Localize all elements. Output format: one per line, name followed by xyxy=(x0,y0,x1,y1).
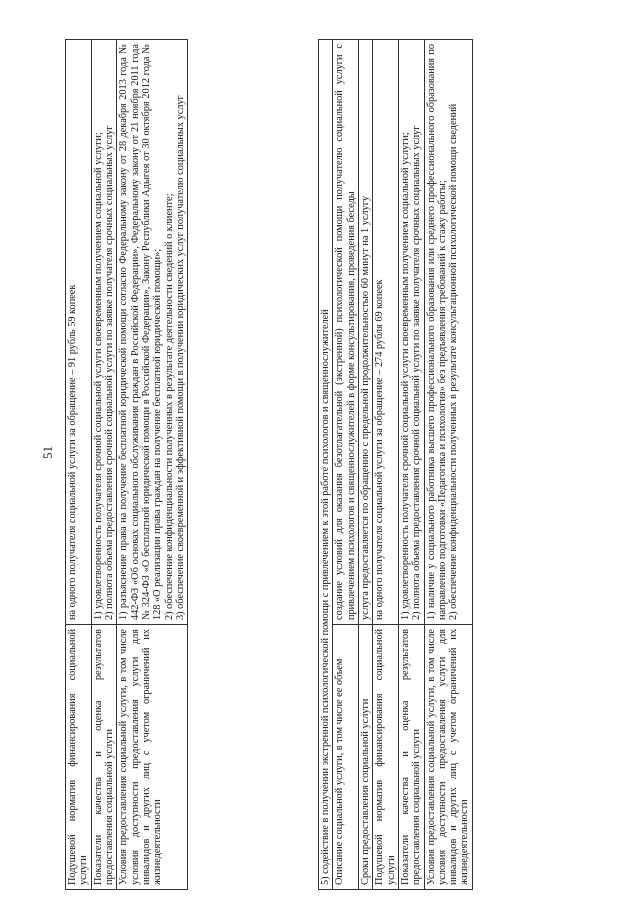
value-line: 3) обеспечение своевременной и эффективной помощи в получении юридических услуг получателю социальных услуг xyxy=(174,95,186,620)
value-line: 1) наличие у социального работника высшего профессионального образования или среднего профессионального образования по направлению подготовки «Педагогика и психология» без предъявления требований к стажу работы; xyxy=(425,43,448,620)
value-line: на одного получателя социальной услуги за обращение – 274 рубля 69 копеек xyxy=(374,279,386,620)
row-label: Условия предоставления социальной услуги, в том числе условия доступности предоставления услуги для инвалидов и других лиц с учетом ограничений их жизнедеятельности xyxy=(424,625,472,890)
table-row xyxy=(91,40,117,890)
row-label: Описание социальной услуги, в том числе ее объем xyxy=(333,625,359,890)
row-value xyxy=(333,39,359,624)
value-line: услуга предоставляется по обращению с предельной продолжительностью 60 минут на 1 услугу xyxy=(359,195,371,620)
value-line: 1) разъяснение права на получение бесплатной юридической помощи согласно Федеральному закону от 28 декабря 2013 года № 442-ФЗ «Об основах социального обслуживания граждан в Российской Федерации», Федеральному закону от 21 ноября 2011 года № 324-ФЗ «О бесплатной юридической помощи в Российской Федерации», Закону Республики Адыгея от 30 октября 2012 года № 128 «О реализации права граждан на получение бесплатной юридической помощи»; xyxy=(118,44,164,620)
value-line: 2) полнота объема предоставления срочной социальной услуги по заявке получателя срочных социальных услуг xyxy=(103,125,115,620)
value-line: 2) обеспечение конфиденциальности полученных в результате деятельности сведений о клиенте; xyxy=(163,193,175,620)
page-number: 51 xyxy=(40,446,55,459)
value-line: 2) полнота объема предоставления срочной социальной услуги по заявке получателя срочных социальных услуг xyxy=(411,125,423,620)
services-table-1 xyxy=(65,39,188,890)
table-row xyxy=(424,39,472,889)
table-row xyxy=(117,40,188,890)
table-row xyxy=(333,39,359,889)
table-row xyxy=(358,39,372,889)
row-label: Условия предоставления социальной услуги, в том числе условия доступности предоставления услуги для инвалидов и других лиц с учетом ограничений их жизнедеятельности xyxy=(117,625,188,890)
row-value xyxy=(91,40,117,625)
row-value xyxy=(117,40,188,625)
value-line: 2) обеспечение конфиденциальности полученных в результате консультационной психологической помощи сведений xyxy=(448,103,460,620)
table-row xyxy=(373,39,399,889)
row-label: Подушевой норматив финансирования социальной услуги xyxy=(373,625,399,890)
services-table-2 xyxy=(318,39,473,890)
row-value xyxy=(373,39,399,624)
row-value xyxy=(398,39,424,624)
row-label: Показатели качества и оценка результатов предоставления социальной услуги xyxy=(91,625,117,890)
section-heading-row xyxy=(319,39,333,889)
row-value xyxy=(424,39,472,624)
value-line: на одного получателя социальной услуги за обращение – 91 рубль 59 копеек xyxy=(67,284,78,620)
value-line: создание условий для оказания безотлагательной (экстренной) психологической помощи получателю социальной услуги с привлечением психологов и священнослужителей в форме консультирования, проведения беседы xyxy=(334,43,357,620)
row-value xyxy=(66,40,92,625)
table-row xyxy=(66,40,92,890)
row-label: Показатели качества и оценка результатов предоставления социальной услуги xyxy=(398,625,424,890)
value-line: 1) удовлетворенность получателя срочной социальной услуги своевременным получением социальной услуги; xyxy=(92,132,104,620)
value-line: 1) удовлетворенность получателя срочной социальной услуги своевременным получением социальной услуги; xyxy=(399,132,411,620)
table-row xyxy=(398,39,424,889)
row-value xyxy=(358,39,372,624)
row-label: Сроки предоставления социальной услуги xyxy=(358,625,372,890)
row-label: Подушевой норматив финансирования социальной услуги xyxy=(66,625,92,890)
section-heading: 5) содействие в получении экстренной психологической помощи с привлечением к этой работе психологов и священнослужителей xyxy=(319,39,333,889)
